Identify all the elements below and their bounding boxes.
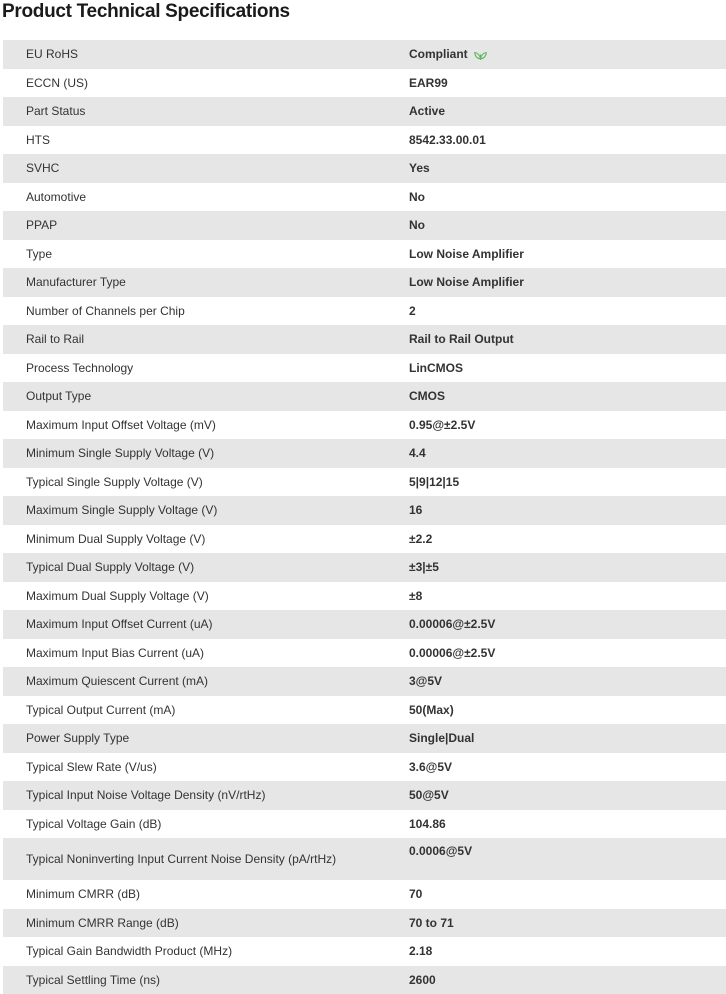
spec-value-cell (409, 937, 726, 966)
spec-value-cell (409, 696, 726, 725)
spec-attribute: Typical Slew Rate (V/us) (3, 753, 409, 782)
spec-attribute: HTS (3, 126, 409, 155)
spec-attribute: Minimum CMRR (dB) (3, 880, 409, 909)
spec-row (3, 810, 726, 839)
spec-value: 16 (409, 503, 422, 517)
spec-row (3, 439, 726, 468)
spec-value-cell (409, 268, 726, 297)
spec-value: 50@5V (409, 788, 449, 802)
spec-row (3, 696, 726, 725)
spec-attribute: PPAP (3, 211, 409, 240)
spec-value-cell (409, 325, 726, 354)
spec-value-cell (409, 40, 726, 69)
spec-value-cell (409, 553, 726, 582)
spec-value-cell (409, 639, 726, 668)
spec-row (3, 268, 726, 297)
spec-value: 8542.33.00.01 (409, 133, 486, 147)
spec-value: CMOS (409, 389, 445, 403)
spec-value-cell (409, 810, 726, 839)
spec-attribute: Maximum Quiescent Current (mA) (3, 667, 409, 696)
spec-row (3, 468, 726, 497)
spec-attribute: Power Supply Type (3, 724, 409, 753)
spec-row (3, 639, 726, 668)
spec-value-cell (409, 966, 726, 994)
spec-value-cell (409, 667, 726, 696)
spec-row (3, 297, 726, 326)
spec-row (3, 211, 726, 240)
spec-value: 50(Max) (409, 703, 454, 717)
spec-value-cell (409, 183, 726, 212)
spec-attribute: Part Status (3, 97, 409, 126)
spec-value-cell (409, 411, 726, 440)
spec-row (3, 69, 726, 98)
spec-row (3, 553, 726, 582)
spec-row (3, 154, 726, 183)
spec-value: 5|9|12|15 (409, 475, 459, 489)
spec-value-cell (409, 468, 726, 497)
spec-value: LinCMOS (409, 361, 463, 375)
spec-attribute: Maximum Single Supply Voltage (V) (3, 496, 409, 525)
spec-value: Single|Dual (409, 731, 474, 745)
spec-value: Rail to Rail Output (409, 332, 514, 346)
spec-attribute: SVHC (3, 154, 409, 183)
spec-value-cell (409, 724, 726, 753)
spec-row (3, 240, 726, 269)
spec-row (3, 909, 726, 938)
page-title: Product Technical Specifications (2, 0, 290, 24)
spec-value-cell (409, 126, 726, 155)
spec-row (3, 354, 726, 383)
spec-row (3, 724, 726, 753)
leaf-icon (474, 50, 487, 61)
spec-row (3, 411, 726, 440)
spec-attribute: Typical Gain Bandwidth Product (MHz) (3, 937, 409, 966)
spec-value-cell (409, 909, 726, 938)
spec-row (3, 126, 726, 155)
spec-value-cell (409, 297, 726, 326)
spec-value: No (409, 190, 425, 204)
spec-value-cell (409, 211, 726, 240)
spec-row (3, 781, 726, 810)
spec-attribute: Maximum Input Bias Current (uA) (3, 639, 409, 668)
spec-value-cell (409, 781, 726, 810)
spec-row (3, 97, 726, 126)
spec-value: 0.95@±2.5V (409, 418, 475, 432)
spec-attribute: Manufacturer Type (3, 268, 409, 297)
spec-value: ±2.2 (409, 532, 432, 546)
spec-row (3, 610, 726, 639)
spec-attribute: Typical Dual Supply Voltage (V) (3, 553, 409, 582)
spec-value-cell (409, 97, 726, 126)
spec-row (3, 880, 726, 909)
spec-value-cell (409, 880, 726, 909)
spec-attribute: Automotive (3, 183, 409, 212)
spec-attribute: Rail to Rail (3, 325, 409, 354)
spec-row (3, 382, 726, 411)
spec-attribute: Maximum Dual Supply Voltage (V) (3, 582, 409, 611)
spec-attribute: Minimum CMRR Range (dB) (3, 909, 409, 938)
spec-row (3, 937, 726, 966)
spec-value: ±3|±5 (409, 560, 439, 574)
spec-value-cell (409, 525, 726, 554)
spec-value: No (409, 218, 425, 232)
spec-attribute: EU RoHS (3, 40, 409, 69)
spec-value: 0.00006@±2.5V (409, 617, 495, 631)
spec-attribute: Maximum Input Offset Current (uA) (3, 610, 409, 639)
spec-value: Low Noise Amplifier (409, 247, 524, 261)
spec-attribute: Typical Output Current (mA) (3, 696, 409, 725)
spec-value-cell (409, 69, 726, 98)
spec-value-cell (409, 240, 726, 269)
spec-value-cell (409, 382, 726, 411)
spec-value-cell (409, 838, 726, 880)
spec-attribute: Typical Noninverting Input Current Noise Density (pA/rtHz) (3, 838, 409, 880)
spec-value-cell (409, 354, 726, 383)
spec-attribute: Maximum Input Offset Voltage (mV) (3, 411, 409, 440)
spec-row (3, 525, 726, 554)
spec-table (3, 40, 726, 994)
spec-value: ±8 (409, 589, 422, 603)
spec-value: 3.6@5V (409, 760, 452, 774)
spec-attribute: Typical Voltage Gain (dB) (3, 810, 409, 839)
spec-row (3, 183, 726, 212)
spec-value-cell (409, 496, 726, 525)
spec-value: 70 (409, 887, 422, 901)
spec-row (3, 40, 726, 69)
spec-row (3, 966, 726, 994)
spec-value-cell (409, 753, 726, 782)
spec-value: Yes (409, 161, 430, 175)
spec-value: 4.4 (409, 446, 426, 460)
spec-value: 3@5V (409, 674, 442, 688)
spec-row (3, 325, 726, 354)
spec-attribute: Process Technology (3, 354, 409, 383)
spec-value: 2 (409, 304, 416, 318)
spec-attribute: Typical Input Noise Voltage Density (nV/rtHz) (3, 781, 409, 810)
spec-value: Compliant (409, 47, 468, 61)
spec-attribute: Output Type (3, 382, 409, 411)
spec-attribute: Type (3, 240, 409, 269)
spec-table-body (3, 40, 726, 994)
spec-value: 2.18 (409, 944, 432, 958)
spec-value: 70 to 71 (409, 916, 454, 930)
spec-attribute: Number of Channels per Chip (3, 297, 409, 326)
spec-value: Active (409, 104, 445, 118)
spec-attribute: Typical Single Supply Voltage (V) (3, 468, 409, 497)
spec-attribute: Typical Settling Time (ns) (3, 966, 409, 994)
spec-value: 2600 (409, 973, 436, 987)
spec-attribute: Minimum Dual Supply Voltage (V) (3, 525, 409, 554)
spec-attribute: Minimum Single Supply Voltage (V) (3, 439, 409, 468)
spec-attribute: ECCN (US) (3, 69, 409, 98)
spec-value-cell (409, 154, 726, 183)
spec-row (3, 496, 726, 525)
spec-value: Low Noise Amplifier (409, 275, 524, 289)
spec-value: 0.0006@5V (409, 844, 472, 858)
spec-value-cell (409, 439, 726, 468)
spec-value: EAR99 (409, 76, 448, 90)
spec-row (3, 753, 726, 782)
spec-row (3, 667, 726, 696)
spec-row (3, 582, 726, 611)
spec-value: 104.86 (409, 817, 446, 831)
spec-row (3, 838, 726, 880)
spec-value: 0.00006@±2.5V (409, 646, 495, 660)
spec-value-cell (409, 610, 726, 639)
spec-value-cell (409, 582, 726, 611)
